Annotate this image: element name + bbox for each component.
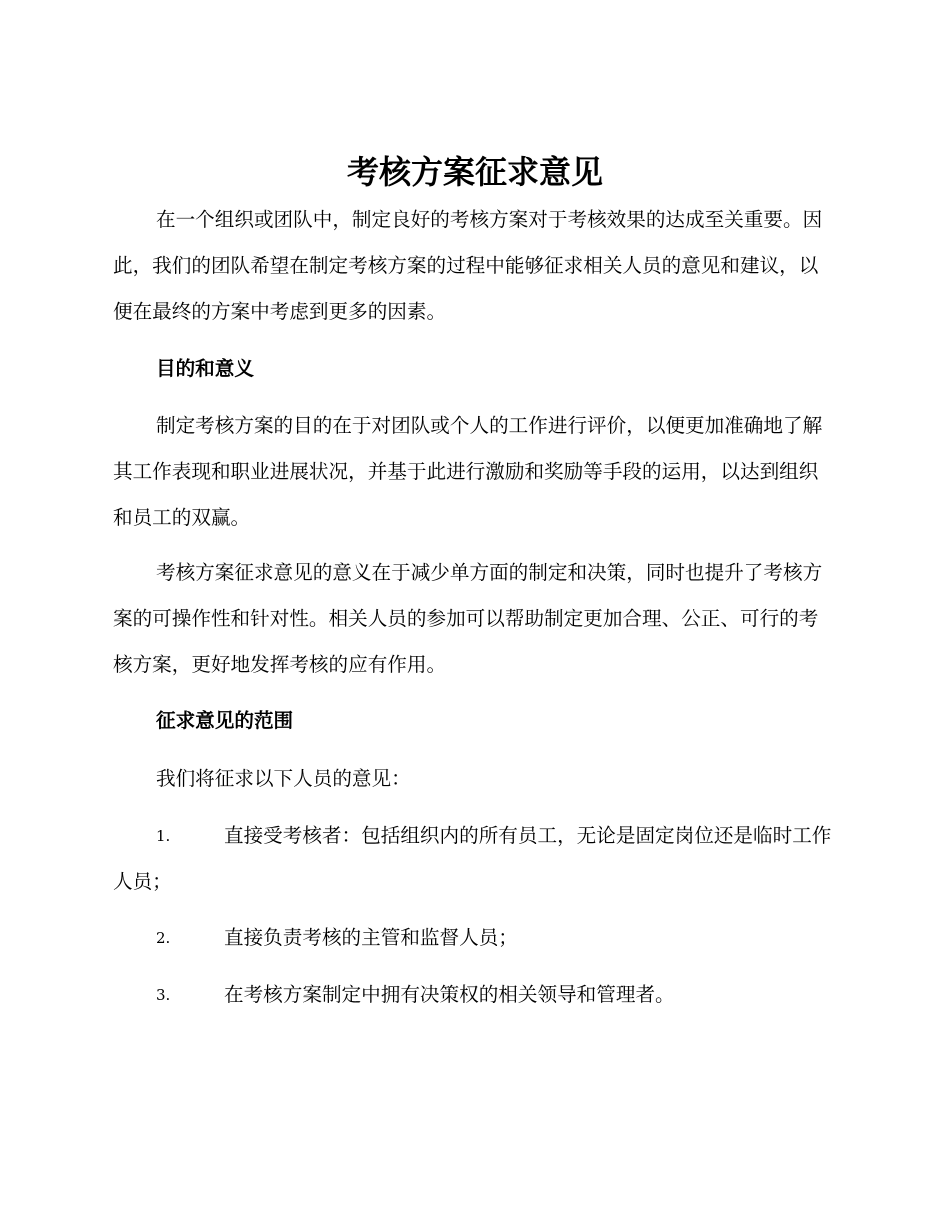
list-item: 在考核方案制定中拥有决策权的相关领导和管理者。 bbox=[224, 983, 675, 1006]
section-heading-purpose: 目的和意义 bbox=[156, 357, 254, 380]
list-item-number: 1. bbox=[156, 827, 171, 845]
document-title: 考核方案征求意见 bbox=[346, 153, 603, 191]
list-item-number: 3. bbox=[156, 986, 171, 1004]
list-item: 直接受考核者：包括组织内的所有员工，无论是固定岗位还是临时工作人员； bbox=[113, 824, 832, 893]
scope-lead-paragraph: 我们将征求以下人员的意见： bbox=[156, 767, 411, 790]
list-item: 直接负责考核的主管和监督人员； bbox=[224, 926, 518, 949]
intro-paragraph: 在一个组织或团队中，制定良好的考核方案对于考核效果的达成至关重要。因此，我们的团队希望在制定考核方案的过程中能够征求相关人员的意见和建议，以便在最终的方案中考虑到更多的因素。 bbox=[113, 208, 823, 323]
section-heading-scope: 征求意见的范围 bbox=[156, 709, 294, 732]
purpose-paragraph: 制定考核方案的目的在于对团队或个人的工作进行评价，以便更加准确地了解其工作表现和职业进展状况，并基于此进行激励和奖励等手段的运用，以达到组织和员工的双赢。 bbox=[113, 414, 823, 529]
list-item-number: 2. bbox=[156, 929, 171, 947]
significance-paragraph: 考核方案征求意见的意义在于减少单方面的制定和决策，同时也提升了考核方案的可操作性和针对性。相关人员的参加可以帮助制定更加合理、公正、可行的考核方案，更好地发挥考核的应有作用。 bbox=[113, 561, 823, 676]
